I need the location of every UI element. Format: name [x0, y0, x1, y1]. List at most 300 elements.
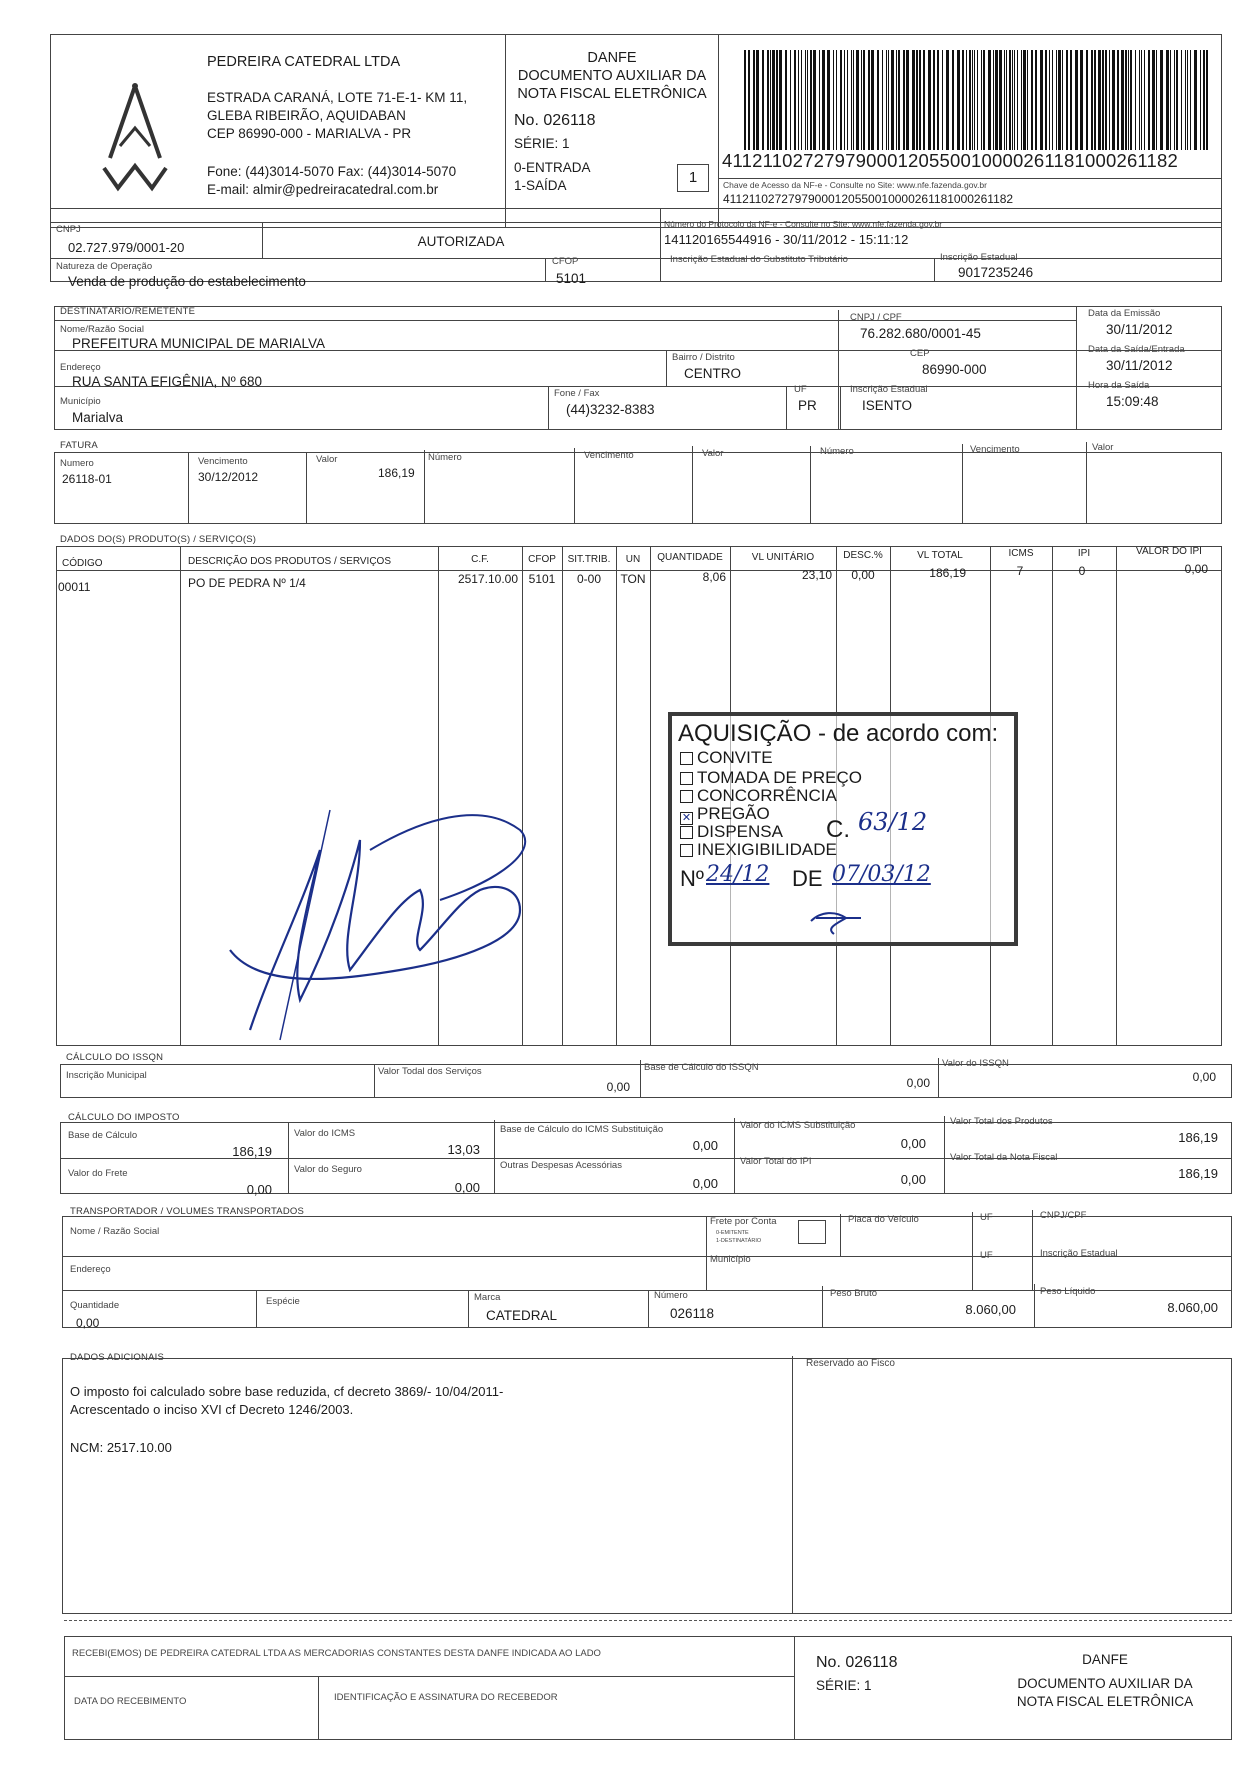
- fatura-venc3-label: Vencimento: [970, 444, 1020, 455]
- divider: [934, 258, 935, 282]
- col-icms: ICMS: [1008, 548, 1034, 559]
- barcode-bar: [868, 50, 870, 150]
- divider: [306, 452, 307, 524]
- divider: [545, 258, 546, 282]
- barcode-bar: [1017, 50, 1018, 150]
- divider: [718, 34, 719, 228]
- issqn-base-label: Base de Cálculo do ISSQN: [644, 1062, 759, 1073]
- barcode-bar: [1004, 50, 1005, 150]
- transp-uf2-label: UF: [980, 1250, 993, 1261]
- divider: [548, 386, 549, 430]
- transp-bruto: 8.060,00: [965, 1302, 1016, 1317]
- barcode-bar: [1187, 50, 1188, 150]
- col-desc-pct: DESC.%: [843, 550, 883, 561]
- barcode-bar: [1112, 50, 1115, 150]
- barcode-bar: [1174, 50, 1175, 150]
- barcode-bar: [819, 50, 820, 150]
- barcode-bar: [942, 50, 943, 150]
- cnpj-label: CNPJ: [56, 224, 81, 235]
- barcode-bar: [966, 50, 967, 150]
- imposto-base: 186,19: [232, 1144, 272, 1159]
- cfop-label: CFOP: [552, 256, 579, 267]
- divider: [562, 546, 563, 1046]
- imposto-base-st-label: Base de Cálculo do ICMS Substituição: [500, 1124, 664, 1135]
- barcode-bar: [974, 50, 975, 150]
- barcode-bar: [1023, 50, 1026, 150]
- issuer-address: ESTRADA CARANÁ, LOTE 71-E-1- KM 11,: [207, 90, 468, 105]
- fatura-num2-label: Número: [428, 452, 462, 463]
- imposto-ipi: 0,00: [900, 1172, 926, 1187]
- dest-hora-label: Hora da Saída: [1088, 380, 1150, 391]
- divider: [792, 1356, 793, 1614]
- canhoto-receb: RECEBI(EMOS) DE PEDREIRA CATEDRAL LTDA AS MERCADORIAS CONSTANTES DESTA DANFE INDICADA AO LADO: [72, 1648, 601, 1659]
- col-vunit: VL UNITÁRIO: [751, 552, 815, 563]
- stamp-item: CONCORRÊNCIA: [680, 786, 837, 806]
- danfe-entrada: 0-ENTRADA: [514, 160, 591, 175]
- transp-numero-label: Número: [654, 1290, 688, 1301]
- divider: [962, 444, 963, 524]
- checkbox-checked: ✕: [681, 812, 692, 824]
- signature: [220, 790, 550, 1050]
- imposto-total-prod-label: Valor Total dos Produtos: [950, 1116, 1053, 1127]
- imposto-seguro-label: Valor do Seguro: [294, 1164, 362, 1175]
- barcode-bar: [1160, 50, 1163, 150]
- barcode-bar: [946, 50, 949, 150]
- divider: [1116, 546, 1117, 1046]
- divider: [50, 208, 1222, 209]
- canhoto-data-label: DATA DO RECEBIMENTO: [74, 1696, 187, 1707]
- divider: [944, 1116, 945, 1194]
- col-codigo: CÓDIGO: [62, 558, 103, 569]
- divider: [1052, 546, 1053, 1046]
- imposto-outras: 0,00: [692, 1176, 718, 1191]
- barcode-bar: [1062, 50, 1063, 150]
- barcode-bar: [969, 50, 971, 150]
- barcode-bar: [1045, 50, 1047, 150]
- barcode-bar: [861, 50, 862, 150]
- barcode-bar: [1125, 50, 1127, 150]
- cell-vunit: 23,10: [801, 568, 832, 582]
- issuer-address: CEP 86990-000 - MARIALVA - PR: [207, 126, 412, 141]
- stamp-de-value: 07/03/12: [832, 862, 931, 887]
- barcode-bar: [877, 50, 879, 150]
- barcode-bar: [1203, 50, 1205, 150]
- barcode-bar: [952, 50, 954, 150]
- barcode-bar: [1190, 50, 1191, 150]
- fatura-valor2-label: Valor: [702, 448, 724, 459]
- barcode-bar: [1117, 50, 1119, 150]
- danfe-title: DANFE: [587, 50, 637, 66]
- barcode-bar: [748, 50, 750, 150]
- barcode-bar: [988, 50, 991, 150]
- frete-box: [798, 1220, 826, 1244]
- fatura-venc-label: Vencimento: [198, 456, 248, 467]
- barcode-bar: [851, 50, 852, 150]
- barcode-bar: [1121, 50, 1124, 150]
- dest-mun-label: Município: [60, 396, 101, 407]
- fatura-venc2-label: Vencimento: [584, 450, 634, 461]
- imposto-frete-label: Valor do Frete: [68, 1168, 128, 1179]
- imposto-base-label: Base de Cálculo: [68, 1130, 138, 1141]
- barcode-bar: [1200, 50, 1201, 150]
- cell-un: TON: [620, 572, 646, 586]
- barcode-bar: [1128, 50, 1129, 150]
- transp-section: TRANSPORTADOR / VOLUMES TRANSPORTADOS: [70, 1206, 305, 1217]
- imposto-base-st: 0,00: [692, 1138, 718, 1153]
- adicionais-section: DADOS ADICIONAIS: [70, 1352, 164, 1363]
- danfe-saida: 1-SAÍDA: [514, 178, 567, 193]
- cell-vipi: 0,00: [1184, 562, 1208, 576]
- transp-end-label: Endereço: [70, 1264, 111, 1275]
- transp-uf-label: UF: [980, 1212, 993, 1223]
- stamp-item: ✕ PREGÃO: [681, 804, 770, 824]
- barcode-bar: [882, 50, 883, 150]
- protocol-value: 141120165544916 - 30/11/2012 - 15:11:12: [664, 232, 909, 247]
- fatura-section: FATURA: [60, 440, 98, 451]
- protocol-label: Número do Protocolo da NF-e - Consulte no Site: www.nfe.fazenda.gov.br: [664, 219, 943, 229]
- divider: [734, 1118, 735, 1194]
- dest-uf-label: UF: [794, 384, 807, 395]
- divider: [786, 386, 787, 430]
- barcode-bar: [833, 50, 834, 150]
- barcode-bar: [923, 50, 925, 150]
- barcode-bar: [1141, 50, 1142, 150]
- barcode-bar: [1144, 50, 1145, 150]
- stamp-scribble: [806, 906, 866, 936]
- divider: [810, 446, 811, 524]
- divider: [650, 546, 651, 1046]
- divider: [616, 546, 617, 1046]
- barcode-bar: [801, 50, 802, 150]
- barcode-bar: [1176, 50, 1178, 150]
- barcode-bar: [1139, 50, 1140, 150]
- transp-mun-label: Município: [710, 1254, 751, 1265]
- barcode-bar: [1080, 50, 1083, 150]
- barcode-bar: [1148, 50, 1150, 150]
- barcode-bar: [753, 50, 755, 150]
- cell-ipi: 0: [1078, 564, 1086, 578]
- canhoto-doc2: NOTA FISCAL ELETRÔNICA: [1016, 1694, 1194, 1709]
- barcode-bar: [1031, 50, 1033, 150]
- stamp-de-label: DE: [792, 866, 823, 891]
- divider: [50, 258, 1222, 259]
- cnpj-value: 02.727.979/0001-20: [68, 240, 185, 255]
- divider: [1076, 306, 1077, 430]
- stamp-c-label: C.: [826, 816, 850, 843]
- col-qtd: QUANTIDADE: [657, 552, 723, 563]
- cut-line: [64, 1620, 1232, 1621]
- barcode-bar: [827, 50, 830, 150]
- divider: [822, 1286, 823, 1328]
- imposto-total-nota-label: Valor Total da Nota Fiscal: [950, 1152, 1058, 1163]
- checkbox: [680, 790, 693, 803]
- transp-frete-opt1: 0-EMITENTE: [716, 1230, 749, 1236]
- issuer-name: PEDREIRA CATEDRAL LTDA: [207, 54, 401, 70]
- transp-placa-label: Placa do Veículo: [848, 1214, 919, 1225]
- barcode-bar: [1075, 50, 1078, 150]
- col-vtotal: VL TOTAL: [917, 550, 963, 561]
- barcode-bar: [1014, 50, 1015, 150]
- barcode-bar: [937, 50, 939, 150]
- divider: [54, 320, 1076, 321]
- checkbox: [680, 752, 693, 765]
- cell-desc: PO DE PEDRA Nº 1/4: [188, 576, 306, 590]
- danfe-title: DOCUMENTO AUXILIAR DA: [517, 68, 707, 84]
- dest-emissao-label: Data da Emissão: [1088, 308, 1161, 319]
- barcode-bar: [1170, 50, 1171, 150]
- barcode-bar: [853, 50, 854, 150]
- natureza-label: Natureza de Operação: [56, 261, 153, 272]
- canhoto-serie: SÉRIE: 1: [816, 1678, 872, 1693]
- barcode-bar: [1066, 50, 1068, 150]
- ie-value: 9017235246: [958, 265, 1034, 280]
- barcode-bar: [906, 50, 909, 150]
- cnpj-row: [50, 222, 1222, 282]
- col-vipi: VALOR DO IPI: [1136, 546, 1202, 557]
- dest-cnpj: 76.282.680/0001-45: [860, 326, 981, 341]
- divider: [972, 1212, 973, 1290]
- transp-marca: CATEDRAL: [486, 1308, 558, 1323]
- barcode-bar: [1091, 50, 1093, 150]
- col-ipi: IPI: [1077, 548, 1091, 559]
- dest-cep: 86990-000: [922, 362, 987, 377]
- checkbox: [680, 844, 693, 857]
- issqn-im-label: Inscrição Municipal: [66, 1070, 147, 1081]
- barcode-bar: [1098, 50, 1101, 150]
- dest-bairro-label: Bairro / Distrito: [672, 352, 735, 363]
- dest-cnpj-label: CNPJ / CPF: [850, 312, 902, 323]
- divider: [718, 178, 1222, 179]
- barcode-bar: [810, 50, 812, 150]
- dest-ie-label: Inscrição Estadual: [850, 384, 928, 395]
- barcode-bar: [794, 50, 796, 150]
- divider: [374, 1064, 375, 1098]
- barcode-bar: [1035, 50, 1037, 150]
- barcode-bar: [1049, 50, 1050, 150]
- divider: [840, 1214, 841, 1256]
- cell-cfop: 5101: [528, 572, 556, 586]
- cell-vtotal: 186,19: [929, 566, 966, 580]
- barcode-bar: [790, 50, 791, 150]
- dest-end-label: Endereço: [60, 362, 101, 373]
- barcode-bar: [1181, 50, 1182, 150]
- danfe-number: No. 026118: [514, 112, 596, 129]
- issqn-servicos: 0,00: [606, 1080, 630, 1094]
- issqn-valor: 0,00: [1192, 1070, 1216, 1084]
- issuer-email: E-mail: almir@pedreiracatedral.com.br: [207, 182, 439, 197]
- stamp-c-value: 63/12: [858, 808, 928, 836]
- divider: [692, 446, 693, 524]
- barcode-bar: [1130, 50, 1132, 150]
- barcode-bar: [863, 50, 865, 150]
- issuer-address: GLEBA RIBEIRÃO, AQUIDABAN: [207, 108, 406, 123]
- barcode-bar: [744, 50, 746, 150]
- divider: [666, 350, 667, 386]
- barcode-bar: [856, 50, 859, 150]
- transp-qtd: 0,00: [76, 1316, 100, 1330]
- barcode-bar: [779, 50, 782, 150]
- fisco-label: Reservado ao Fisco: [806, 1358, 895, 1369]
- transp-numero: 026118: [670, 1306, 715, 1321]
- barcode-bar: [888, 50, 889, 150]
- barcode-bar: [1009, 50, 1011, 150]
- stamp-item: INEXIGIBILIDADE: [680, 840, 837, 860]
- transp-frete-opt2: 1-DESTINATÁRIO: [716, 1238, 762, 1244]
- adicionais-line3: NCM: 2517.10.00: [70, 1440, 172, 1455]
- divider: [1032, 1210, 1033, 1290]
- barcode-bar: [871, 50, 874, 150]
- barcode-bar: [1156, 50, 1157, 150]
- company-logo: [90, 78, 180, 198]
- stamp-item: DISPENSA: [680, 822, 783, 842]
- imposto-icms-label: Valor do ICMS: [294, 1128, 356, 1139]
- fatura-valor: 186,19: [378, 466, 415, 480]
- barcode-bar: [993, 50, 994, 150]
- transp-nome-label: Nome / Razão Social: [70, 1226, 160, 1237]
- barcode-bar: [770, 50, 771, 150]
- cell-icms: 7: [1016, 564, 1024, 578]
- barcode-bar: [1152, 50, 1155, 150]
- divider: [938, 1058, 939, 1098]
- dest-hora: 15:09:48: [1106, 394, 1159, 409]
- cell-cf: 2517.10.00: [457, 572, 518, 586]
- dest-bairro: CENTRO: [684, 366, 741, 381]
- dest-saida-label: Data da Saída/Entrada: [1088, 344, 1185, 355]
- access-key: 41121102727979000120550010000261181000261182: [722, 150, 1179, 171]
- barcode-bar: [999, 50, 1002, 150]
- barcode-bar: [1052, 50, 1053, 150]
- issuer-phone: Fone: (44)3014-5070 Fax: (44)3014-5070: [207, 164, 457, 179]
- transp-cnpj-label: CNPJ/CPF: [1040, 1210, 1087, 1221]
- imposto-total-prod: 186,19: [1178, 1130, 1218, 1145]
- canhoto-number: No. 026118: [816, 1654, 898, 1671]
- access-key-label: Chave de Acesso da NF-e - Consulte no Site: www.nfe.fazenda.gov.br: [723, 180, 987, 190]
- dest-cep-label: CEP: [910, 348, 930, 359]
- barcode-bar: [1206, 50, 1208, 150]
- divider: [660, 208, 661, 282]
- stamp-item: CONVITE: [680, 748, 773, 768]
- dest-mun: Marialva: [72, 410, 124, 425]
- barcode-bar: [798, 50, 799, 150]
- barcode-bar: [1105, 50, 1107, 150]
- divider: [468, 1290, 469, 1328]
- dest-fone: (44)3232-8383: [566, 402, 655, 417]
- divider: [838, 310, 839, 430]
- canhoto-danfe: DANFE: [1082, 1652, 1128, 1667]
- divider: [288, 1122, 289, 1194]
- barcode-bar: [1135, 50, 1136, 150]
- imposto-total-nota: 186,19: [1178, 1166, 1218, 1181]
- checkbox: [680, 772, 693, 785]
- issqn-servicos-label: Valor Todal dos Serviços: [378, 1066, 482, 1077]
- divider: [180, 546, 181, 1046]
- cell-qtd: 8,06: [702, 570, 726, 584]
- tipo-value: 1: [688, 169, 698, 186]
- barcode-bar: [1070, 50, 1072, 150]
- barcode-bar: [962, 50, 964, 150]
- barcode-bar: [1102, 50, 1104, 150]
- barcode-bar: [840, 50, 842, 150]
- barcode-bar: [972, 50, 973, 150]
- barcode-bar: [1109, 50, 1110, 150]
- col-cf: C.F.: [471, 554, 489, 565]
- stamp-no-value: 24/12: [706, 862, 770, 887]
- stamp-title: AQUISIÇÃO - de acordo com:: [678, 720, 999, 747]
- barcode-bar: [1027, 50, 1028, 150]
- barcode-bar: [836, 50, 837, 150]
- barcode-bar: [813, 50, 816, 150]
- barcode-bar: [822, 50, 825, 150]
- barcode-bar: [919, 50, 921, 150]
- barcode-bar: [772, 50, 775, 150]
- barcode-bar: [767, 50, 769, 150]
- barcode-bar: [1094, 50, 1096, 150]
- ie-subst-label: Inscrição Estadual do Substituto Tributário: [670, 254, 848, 265]
- barcode-bar: [1058, 50, 1061, 150]
- issqn-section: CÁLCULO DO ISSQN: [66, 1052, 164, 1063]
- imposto-outras-label: Outras Despesas Acessórias: [500, 1160, 622, 1171]
- divider: [794, 1636, 795, 1740]
- stamp-item: TOMADA DE PREÇO: [680, 768, 862, 788]
- barcode-bar: [1012, 50, 1013, 150]
- issqn-valor-label: Valor do ISSQN: [942, 1058, 1009, 1069]
- divider: [574, 448, 575, 524]
- status-value: AUTORIZADA: [417, 234, 505, 249]
- dest-name-label: Nome/Razão Social: [60, 324, 144, 335]
- imposto-icms: 13,03: [447, 1142, 480, 1157]
- divider: [1086, 442, 1087, 524]
- barcode-bar: [903, 50, 905, 150]
- fatura-valor3-label: Valor: [1092, 442, 1114, 453]
- cfop-value: 5101: [556, 271, 587, 286]
- transp-frete-label: Frete por Conta: [710, 1216, 777, 1227]
- natureza-value: Venda de produção do estabelecimento: [68, 274, 306, 289]
- barcode-bar: [891, 50, 894, 150]
- barcode-bar: [896, 50, 897, 150]
- divider: [424, 450, 425, 524]
- barcode-bar: [1185, 50, 1186, 150]
- transp-especie-label: Espécie: [266, 1296, 300, 1307]
- divider: [640, 1060, 641, 1098]
- products-section: DADOS DO(S) PRODUTO(S) / SERVIÇO(S): [60, 534, 257, 545]
- barcode-bar: [933, 50, 935, 150]
- access-key-small: 41121102727979000120550010000261181000261182: [723, 192, 1014, 206]
- imposto-seguro: 0,00: [454, 1180, 480, 1195]
- barcode-bar: [807, 50, 808, 150]
- divider: [648, 1290, 649, 1328]
- imposto-frete: 0,00: [246, 1182, 272, 1197]
- barcode-bar: [1056, 50, 1057, 150]
- barcode-bar: [1166, 50, 1169, 150]
- danfe-serie: SÉRIE: 1: [514, 136, 570, 151]
- barcode-bar: [981, 50, 982, 150]
- barcode-bar: [1194, 50, 1197, 150]
- col-sit: SIT.TRIB.: [567, 554, 611, 565]
- col-un: UN: [625, 554, 641, 565]
- fatura-num: 26118-01: [62, 472, 112, 486]
- barcode-bar: [912, 50, 915, 150]
- barcode-bar: [776, 50, 778, 150]
- transp-marca-label: Marca: [474, 1292, 501, 1303]
- fatura-valor-label: Valor: [316, 454, 338, 465]
- transp-liquido-label: Peso Líquido: [1040, 1286, 1096, 1297]
- dest-emissao: 30/11/2012: [1106, 322, 1173, 337]
- dest-name: PREFEITURA MUNICIPAL DE MARIALVA: [72, 336, 326, 351]
- transp-liquido: 8.060,00: [1167, 1300, 1218, 1315]
- divider: [494, 1120, 495, 1194]
- divider: [840, 386, 841, 430]
- cell-desc-pct: 0,00: [851, 568, 875, 582]
